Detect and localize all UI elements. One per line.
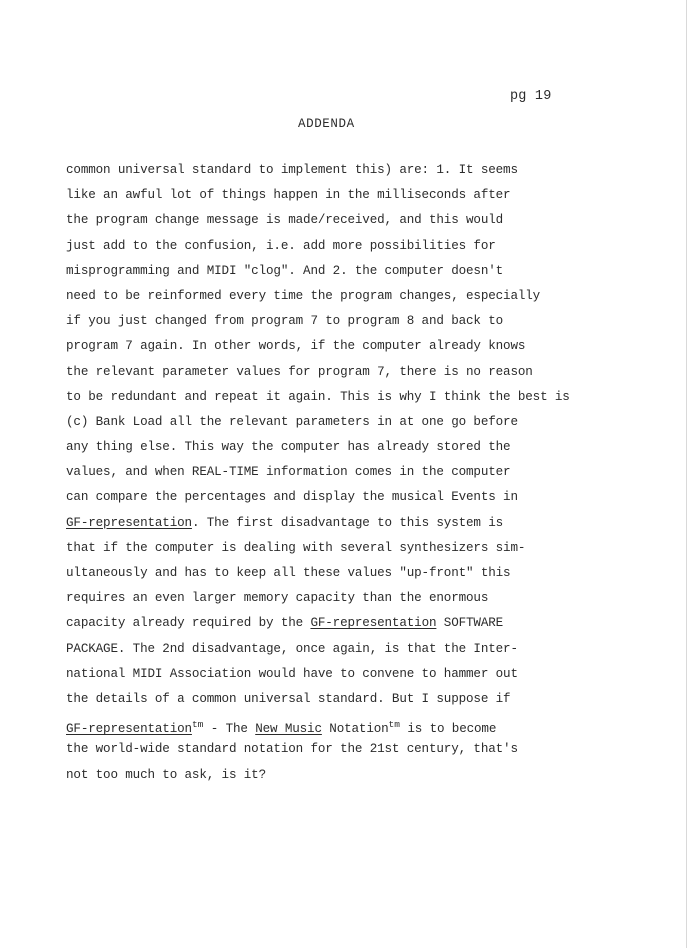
page-number: pg 19	[510, 89, 552, 104]
text-line: requires an even larger memory capacity than the enormous	[66, 591, 489, 606]
text-line: like an awful lot of things happen in the milliseconds after	[66, 188, 511, 203]
text-line: can compare the percentages and display the musical Events in	[66, 490, 518, 505]
text-line: the program change message is made/received, and this would	[66, 213, 504, 228]
text-line: GF-representation. The first disadvantage to this system is	[66, 515, 504, 530]
text-line: just add to the confusion, i.e. add more possibilities for	[66, 238, 496, 253]
text-line: national MIDI Association would have to convene to hammer out	[66, 666, 518, 681]
section-heading: ADDENDA	[298, 117, 355, 131]
text-line: if you just changed from program 7 to program 8 and back to	[66, 314, 504, 329]
text-line: the world-wide standard notation for the 21st century, that's	[66, 742, 518, 757]
text-line: that if the computer is dealing with several synthesizers sim-	[66, 540, 526, 555]
underlined-term: New Music	[255, 722, 322, 737]
underlined-term: GF-representation	[310, 616, 437, 631]
underlined-term: GF-representation	[66, 515, 192, 530]
text-line: misprogramming and MIDI "clog". And 2. the computer doesn't	[66, 263, 504, 278]
text-line: values, and when REAL-TIME information comes in the computer	[66, 465, 511, 480]
text-line: not too much to ask, is it?	[66, 767, 267, 782]
body-text	[66, 158, 676, 788]
text-line: common universal standard to implement this) are: 1. It seems	[66, 163, 518, 177]
text-line: any thing else. This way the computer has already stored the	[66, 440, 511, 455]
text-line: need to be reinformed every time the program changes, especially	[66, 288, 541, 303]
text-line: GF-representation$^{tm}$ - The New Music Notation$^{tm}$ is to become	[66, 719, 497, 737]
text-line: capacity already required by the GF-representation SOFTWARE	[66, 616, 504, 631]
text-line: (c) Bank Load all the relevant parameters in at one go before	[66, 414, 518, 429]
text-line: program 7 again. In other words, if the computer already knows	[66, 339, 526, 354]
text-line: the relevant parameter values for program 7, there is no reason	[66, 364, 533, 379]
trademark-mark: tm	[191, 719, 204, 731]
text-line: to be redundant and repeat it again. This is why I think the best is	[66, 389, 570, 404]
scan-edge-line	[686, 0, 687, 948]
text-line: ultaneously and has to keep all these values "up-front" this	[66, 566, 511, 580]
underlined-term: GF-representation	[66, 722, 192, 737]
text-line: PACKAGE. The 2nd disadvantage, once again, is that the Inter-	[66, 641, 518, 656]
text-line: the details of a common universal standard. But I suppose if	[66, 691, 511, 706]
trademark-mark: tm	[388, 719, 400, 731]
